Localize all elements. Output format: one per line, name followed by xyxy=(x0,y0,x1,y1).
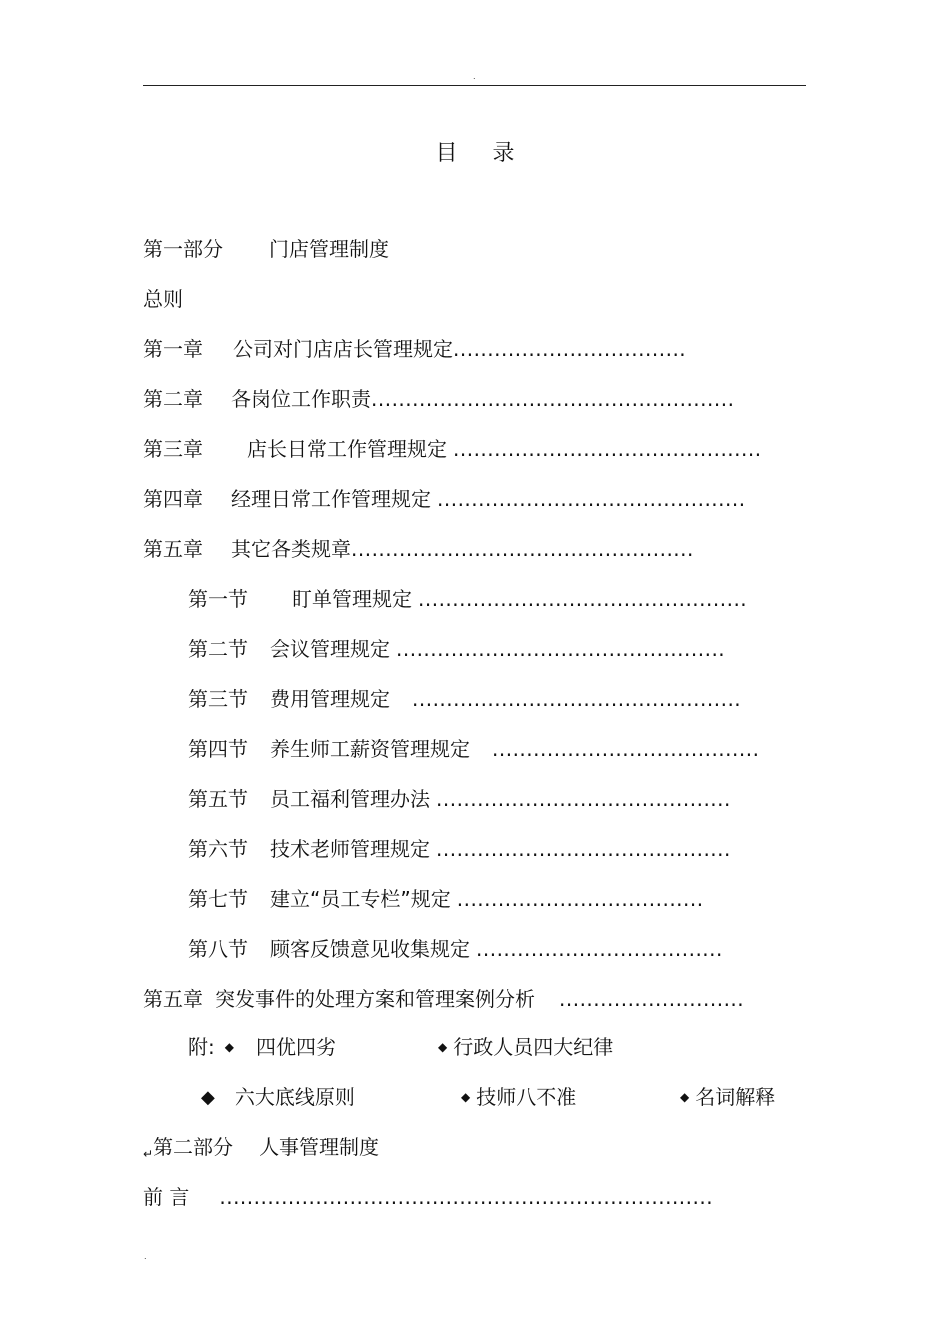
chapter-5b-title: 突发事件的处理方案和管理案例分析 xyxy=(215,987,535,1011)
header-dot: . xyxy=(473,72,476,81)
toc-section-4[interactable] xyxy=(188,735,759,763)
chapter-5b-leader: ........................... xyxy=(559,987,745,1011)
part1-label: 第一部分 xyxy=(143,237,223,261)
section-2-leader: ................................................ xyxy=(396,637,726,661)
appendix-item[interactable]: 名词解释 xyxy=(695,1085,776,1109)
chapter-4-leader: ............................................. xyxy=(437,487,746,511)
toc-part1[interactable] xyxy=(143,235,389,263)
part1-title: 门店管理制度 xyxy=(269,237,389,261)
appendix-label: 附: xyxy=(188,1035,215,1059)
toc-general[interactable] xyxy=(143,285,183,313)
section-6-title: 技术老师管理规定 xyxy=(270,837,430,861)
toc-chapter-3[interactable] xyxy=(143,435,762,463)
section-4-leader: ....................................... xyxy=(492,737,760,761)
chapter-5-title: 其它各类规章 xyxy=(231,537,351,561)
appendix-item[interactable]: 四优四劣 xyxy=(255,1035,336,1059)
toc-section-5[interactable] xyxy=(188,785,731,813)
paragraph-mark-icon: ↵ xyxy=(143,1147,154,1161)
toc-section-7[interactable] xyxy=(188,885,704,913)
chapter-3-label: 第三章 xyxy=(143,437,203,461)
general-label: 总则 xyxy=(143,287,183,311)
diamond-icon: ◆ xyxy=(438,1040,448,1054)
chapter-2-leader: ..................................................... xyxy=(371,387,735,411)
appendix-item[interactable]: 技师八不准 xyxy=(476,1085,577,1109)
section-7-title: 建立“员工专栏”规定 xyxy=(270,887,451,911)
chapter-2-title: 各岗位工作职责 xyxy=(231,387,371,411)
section-5-title: 员工福利管理办法 xyxy=(270,787,430,811)
section-2-label: 第二节 xyxy=(188,637,248,661)
preface-leader: ........................................................................ xyxy=(219,1185,714,1209)
toc-section-3[interactable] xyxy=(188,685,741,713)
section-5-leader: ........................................... xyxy=(436,787,731,811)
toc-preface[interactable] xyxy=(143,1183,713,1211)
appendix-item[interactable]: 行政人员四大纪律 xyxy=(453,1035,614,1059)
toc-section-8[interactable] xyxy=(188,935,723,963)
section-1-title: 盯单管理规定 xyxy=(292,587,412,611)
part2-title: 人事管理制度 xyxy=(259,1135,380,1159)
diamond-icon: ◆ xyxy=(461,1090,471,1104)
toc-chapter-5-emergency[interactable] xyxy=(143,985,744,1013)
section-5-label: 第五节 xyxy=(188,787,248,811)
diamond-icon: ◆ xyxy=(201,1087,215,1108)
footer-dot: . xyxy=(144,1252,147,1261)
appendix-row-1b xyxy=(438,1033,613,1061)
preface-label: 前 言 xyxy=(143,1185,190,1209)
section-8-title: 顾客反馈意见收集规定 xyxy=(270,937,470,961)
chapter-1-leader: .................................. xyxy=(453,337,687,361)
diamond-icon: ◆ xyxy=(680,1090,690,1104)
toc-chapter-1[interactable] xyxy=(143,335,686,363)
toc-section-2[interactable] xyxy=(188,635,725,663)
chapter-4-title: 经理日常工作管理规定 xyxy=(231,487,431,511)
chapter-3-title: 店长日常工作管理规定 xyxy=(247,437,447,461)
chapter-3-leader: ............................................. xyxy=(453,437,762,461)
appendix-row-2c xyxy=(680,1083,775,1111)
chapter-1-title: 公司对门店店长管理规定 xyxy=(233,337,453,361)
section-7-leader: .................................... xyxy=(456,887,704,911)
toc-chapter-2[interactable] xyxy=(143,385,734,413)
toc-section-1[interactable] xyxy=(188,585,747,613)
appendix-item[interactable]: 六大底线原则 xyxy=(234,1085,355,1109)
section-8-label: 第八节 xyxy=(188,937,248,961)
chapter-1-label: 第一章 xyxy=(143,337,203,361)
chapter-5-leader: .................................................. xyxy=(351,537,694,561)
section-8-leader: .................................... xyxy=(476,937,723,961)
section-6-label: 第六节 xyxy=(188,837,248,861)
section-3-title: 费用管理规定 xyxy=(270,687,390,711)
toc-chapter-4[interactable] xyxy=(143,485,746,513)
section-1-label: 第一节 xyxy=(188,587,248,611)
chapter-5-label: 第五章 xyxy=(143,537,203,561)
section-1-leader: ................................................ xyxy=(418,587,748,611)
section-3-label: 第三节 xyxy=(188,687,248,711)
chapter-2-label: 第二章 xyxy=(143,387,203,411)
section-4-title: 养生师工薪资管理规定 xyxy=(270,737,470,761)
toc-chapter-5[interactable] xyxy=(143,535,694,563)
section-3-leader: ................................................ xyxy=(412,687,742,711)
chapter-4-label: 第四章 xyxy=(143,487,203,511)
toc-part2[interactable] xyxy=(143,1133,379,1168)
toc-title: 目 录 xyxy=(435,141,529,166)
appendix-row-1 xyxy=(188,1033,336,1061)
header-rule xyxy=(143,85,806,86)
section-2-title: 会议管理规定 xyxy=(270,637,390,661)
diamond-icon: ◆ xyxy=(224,1040,234,1054)
section-6-leader: ........................................... xyxy=(436,837,731,861)
appendix-row-2 xyxy=(201,1083,355,1112)
part2-label: 第二部分 xyxy=(153,1135,234,1159)
section-4-label: 第四节 xyxy=(188,737,248,761)
section-7-label: 第七节 xyxy=(188,887,248,911)
toc-section-6[interactable] xyxy=(188,835,731,863)
appendix-row-2b xyxy=(461,1083,576,1111)
chapter-5b-label: 第五章 xyxy=(143,987,203,1011)
